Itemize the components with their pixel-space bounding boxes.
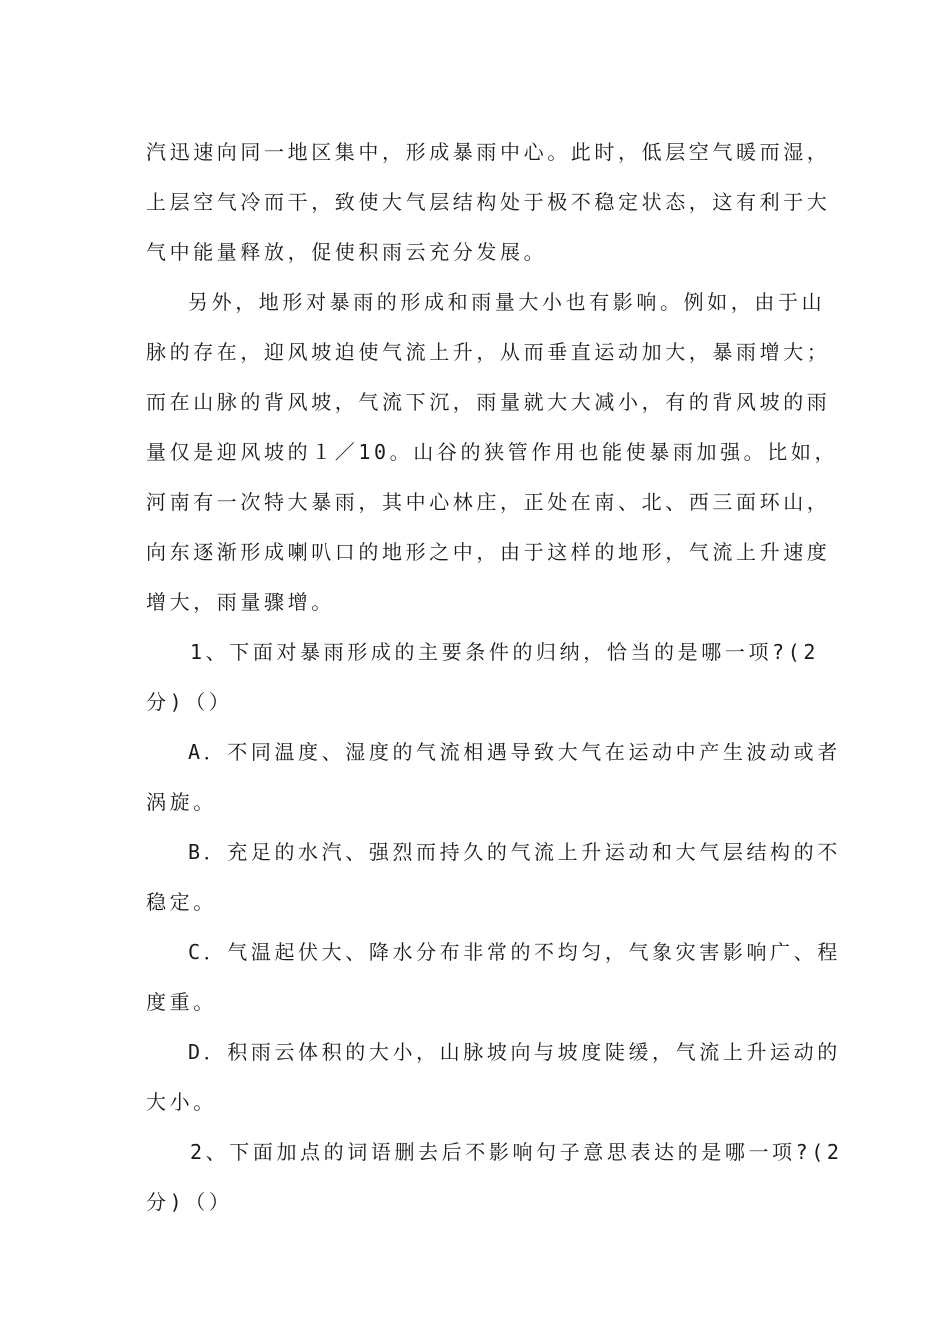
passage-line: 气中能量释放，促使积雨云充分发展。 [146,240,548,264]
passage-line: 量仅是迎风坡的１／10。山谷的狭管作用也能使暴雨加强。比如， [146,440,839,464]
passage-line: 汽迅速向同一地区集中，形成暴雨中心。此时，低层空气暖而湿， [146,140,831,164]
question-1-option-a: 涡旋。 [146,790,217,814]
question-1-option-c: 度重。 [146,990,217,1014]
passage-line: 向东逐渐形成喇叭口的地形之中，由于这样的地形，气流上升速度 [146,540,831,564]
question-1-option-a: A．不同温度、湿度的气流相遇导致大气在运动中产生波动或者 [188,740,841,764]
question-2-stem: 2、下面加点的词语删去后不影响句子意思表达的是哪一项?(2 [190,1140,843,1164]
question-1-stem: 1、下面对暴雨形成的主要条件的归纳，恰当的是哪一项?(2 [190,640,819,664]
passage-line: 另外，地形对暴雨的形成和雨量大小也有影响。例如，由于山 [188,290,826,314]
passage-line: 河南有一次特大暴雨，其中心林庄，正处在南、北、西三面环山， [146,490,831,514]
question-1-stem: 分)（） [146,690,233,714]
question-2-stem: 分)（） [146,1190,233,1214]
passage-line: 脉的存在，迎风坡迫使气流上升，从而垂直运动加大，暴雨增大； [146,340,831,364]
question-1-option-b: B．充足的水汽、强烈而持久的气流上升运动和大气层结构的不 [188,840,841,864]
passage-line: 上层空气冷而干，致使大气层结构处于极不稳定状态，这有利于大 [146,190,831,214]
passage-line: 而在山脉的背风坡，气流下沉，雨量就大大减小，有的背风坡的雨 [146,390,831,414]
question-1-option-b: 稳定。 [146,890,217,914]
question-1-option-d: 大小。 [146,1090,217,1114]
question-1-option-c: C．气温起伏大、降水分布非常的不均匀，气象灾害影响广、程 [188,940,841,964]
passage-line: 增大，雨量骤增。 [146,590,335,614]
question-1-option-d: D．积雨云体积的大小，山脉坡向与坡度陡缓，气流上升运动的 [188,1040,841,1064]
